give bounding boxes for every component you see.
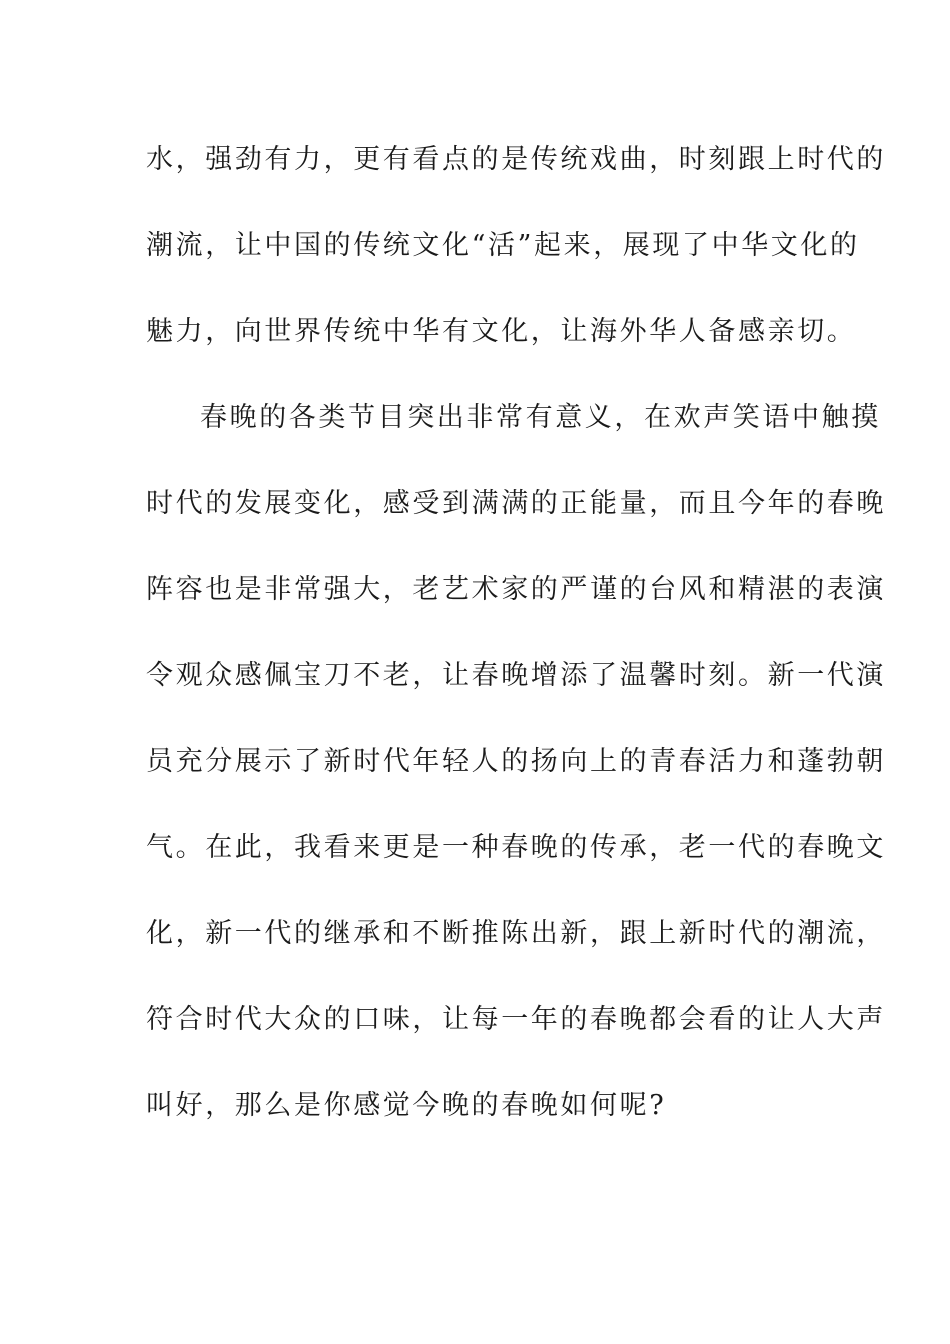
text-line: 潮流，让中国的传统文化“活”起来，展现了中华文化的 (146, 230, 860, 261)
text-line: 员充分展示了新时代年轻人的扬向上的青春活力和蓬勃朝 (146, 746, 886, 777)
text-line: 阵容也是非常强大，老艺术家的严谨的台风和精湛的表演 (146, 574, 886, 605)
text-line: 春晚的各类节目突出非常有意义，在欢声笑语中触摸 (200, 402, 881, 433)
text-line: 令观众感佩宝刀不老，让春晚增添了温馨时刻。新一代演 (146, 660, 886, 691)
text-line: 魅力，向世界传统中华有文化，让海外华人备感亲切。 (146, 316, 857, 347)
text-line: 化，新一代的继承和不断推陈出新，跟上新时代的潮流， (146, 918, 886, 949)
text-line: 水，强劲有力，更有看点的是传统戏曲，时刻跟上时代的 (146, 144, 886, 175)
text-line: 叫好，那么是你感觉今晚的春晚如何呢? (146, 1090, 667, 1121)
text-line: 时代的发展变化，感受到满满的正能量，而且今年的春晚 (146, 488, 886, 519)
text-line: 符合时代大众的口味，让每一年的春晚都会看的让人大声 (146, 1004, 886, 1035)
text-line: 气。在此，我看来更是一种春晚的传承，老一代的春晚文 (146, 832, 886, 863)
